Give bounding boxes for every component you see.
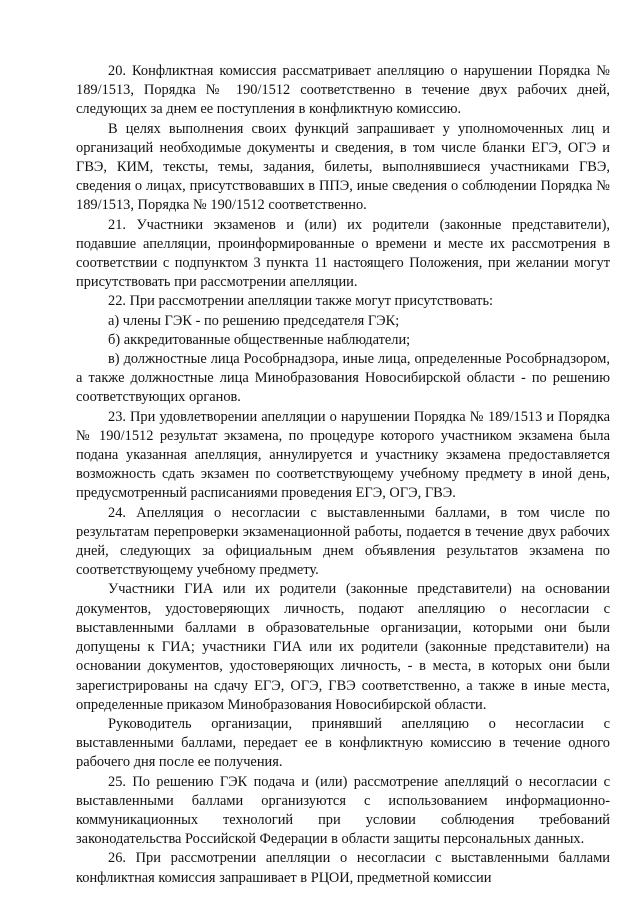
paragraph-22: 22. При рассмотрении апелляции также могут присутствовать: [108,293,494,310]
paragraph-20-functions: В целях выполнения своих функций запрашивает у уполномоченных лиц и организаций необходимые документы и сведения, в том числе бланки ЕГЭ, ОГЭ и ГВЭ, КИМ, тексты, темы, задания, билеты, выполнявшиеся участниками ГВЭ, сведения о лицах, присутствовавших в ППЭ, иные сведения о соблюдении Порядка № 189/1513, Порядка № 190/1512 соответственно. [76,120,610,214]
paragraph-20: 20. Конфликтная комиссия рассматривает апелляцию о нарушении Порядка № 189/1513, Порядка № 190/1512 соответственно в течение двух рабочих дней, следующих за днем ее поступления в конфликтную комиссию. [76,63,610,118]
document-page [76,62,610,888]
paragraph-24: 24. Апелляция о несогласии с выставленными баллами, в том числе по результатам перепроверки экзаменационной работы, подается в течение двух рабочих дней, следующих за официальным днем объявления результатов экзамена по соответствующему учебному предмету. [76,504,610,579]
paragraph-25: 25. По решению ГЭК подача и (или) рассмотрение апелляций о несогласии с выставленными баллами организуются с использованием информационно-коммуникационных технологий при условии соблюдения требований законодательства Российской Федерации в области защиты персональных данных. [76,773,610,848]
paragraph-23: 23. При удовлетворении апелляции о нарушении Порядка № 189/1513 и Порядка № 190/1512 результат экзамена, по процедуре которого участником экзамена была подана указанная апелляция, аннулируется и участнику экзамена предоставляется возможность сдать экзамен по соответствующему учебному предмету в иной день, предусмотренный расписаниями проведения ЕГЭ, ОГЭ, ГВЭ. [76,408,610,502]
paragraph-24-participants: Участники ГИА или их родители (законные представители) на основании документов, удостоверяющих личность, подают апелляцию о несогласии с выставленными баллами в образовательные организации, которыми они были допущены к ГИА; участники ГИА или их родители (законные представители) на основании документов, удостоверяющих личность, - в места, в которых они были зарегистрированы на сдачу ЕГЭ, ОГЭ, ГВЭ соответственно, а также в иные места, определенные приказом Минобразования Новосибирской области. [76,581,610,713]
paragraph-24-head: Руководитель организации, принявший апелляцию о несогласии с выставленными баллами, передает ее в конфликтную комиссию в течение одного рабочего дня после ее получения. [76,715,610,771]
list-item-c: в) должностные лица Рособрнадзора, иные лица, определенные Рособрнадзором, а также должностные лица Минобразования Новосибирской области - по решению соответствующих органов. [76,351,610,406]
paragraph-21: 21. Участники экзаменов и (или) их родители (законные представители), подавшие апелляции, проинформированные о времени и месте их рассмотрения в соответствии с подпунктом 3 пункта 11 настоящего Положения, при желании могут присутствовать при рассмотрении апелляции. [76,216,610,291]
paragraph-26: 26. При рассмотрении апелляции о несогласии с выставленными баллами конфликтная комиссия запрашивает в РЦОИ, предметной комиссии [76,850,610,886]
list-item-b: б) аккредитованные общественные наблюдатели; [108,331,411,348]
list-item-a: а) члены ГЭК - по решению председателя ГЭК; [108,312,400,329]
